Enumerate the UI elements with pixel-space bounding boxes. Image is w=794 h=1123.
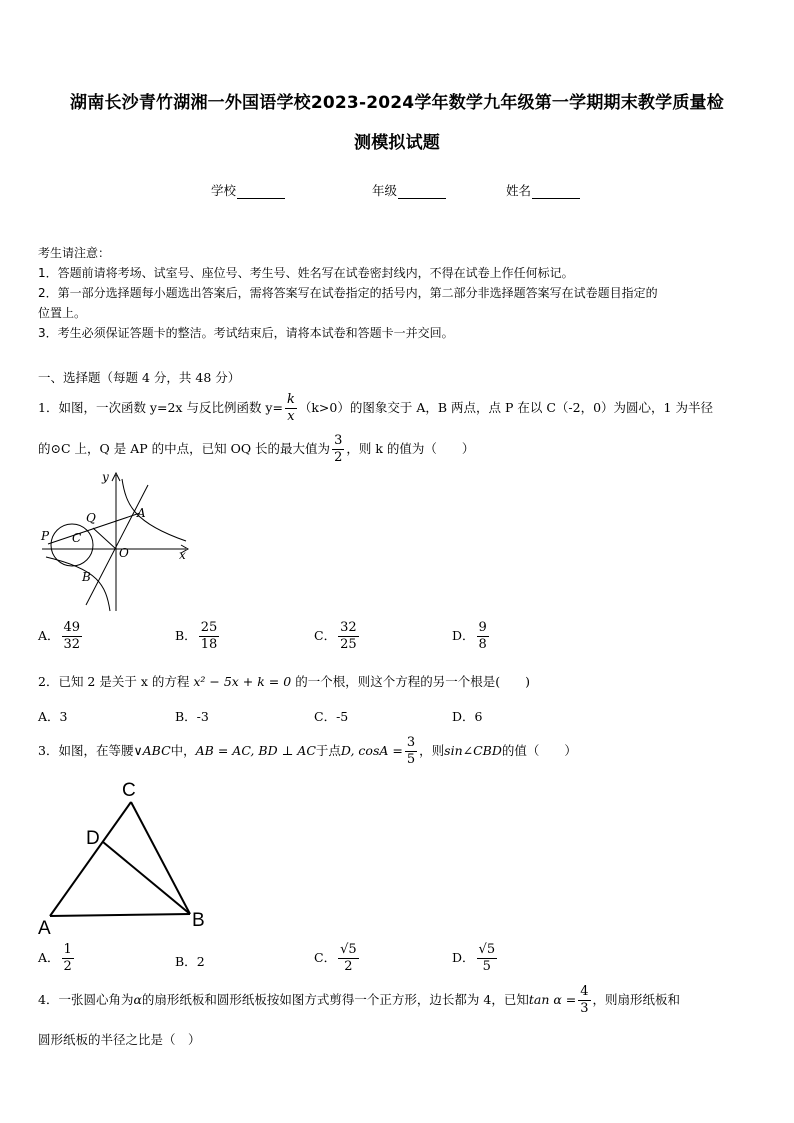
grade-field — [372, 181, 446, 199]
q3-text-c: 于点 — [315, 743, 341, 758]
q1-option-b-label: B． — [175, 628, 197, 643]
hyperbola-branch-1 — [122, 479, 186, 541]
notes-block — [38, 243, 658, 343]
q3-text-a: 3．如图，在等腰 — [38, 743, 134, 758]
vertex-label-a: A — [38, 918, 51, 938]
label-x: x — [179, 548, 186, 562]
q1-text-d: ，则 k 的值为（ ） — [346, 441, 475, 456]
q3-triangle: ∨ABC — [133, 743, 171, 758]
q3-option-b-label: B． — [175, 954, 197, 969]
q3-figure — [34, 776, 214, 938]
segment-bd — [103, 842, 190, 914]
q3-option-c-fraction — [338, 942, 359, 975]
school-field — [211, 181, 285, 199]
q3-option-c-label: C． — [314, 950, 337, 965]
q1-max-num: 3 — [334, 433, 343, 448]
q4-fraction — [578, 984, 590, 1017]
q1-option-c-fraction — [338, 620, 359, 653]
q3-frac-num: 3 — [406, 735, 416, 750]
q4-text-c: ，则扇形纸板和 — [592, 992, 681, 1007]
line-y-2x — [86, 485, 148, 605]
name-field — [506, 181, 580, 199]
q3-fraction — [405, 735, 417, 768]
q3-condition-2: D, cosA = — [340, 743, 403, 758]
q3-text-b: 中， — [170, 743, 196, 758]
q1-c-den: 25 — [340, 637, 357, 652]
q3-option-a-fraction — [62, 942, 74, 975]
q1-option-c-label: C． — [314, 628, 337, 643]
q1-option-d-label: D． — [452, 628, 475, 643]
q1-d-den: 8 — [478, 637, 487, 652]
q1-option-d-fraction — [477, 620, 489, 653]
q2-option-b[interactable]: B．-3 — [175, 709, 209, 724]
q4-frac-den: 3 — [580, 1001, 589, 1016]
q3-frac-den: 5 — [406, 752, 416, 767]
q3-option-b-value: 2 — [196, 954, 205, 969]
vertex-label-b: B — [192, 910, 205, 931]
q3-option-c[interactable] — [314, 942, 361, 975]
q1-frac-den: x — [287, 409, 295, 424]
question-2 — [38, 672, 530, 690]
q4-alpha: α — [133, 992, 142, 1007]
q1-option-b[interactable] — [175, 620, 221, 653]
q1-option-a-label: A． — [38, 628, 60, 643]
q1-b-den: 18 — [200, 637, 218, 652]
q3-text-d: ，则 — [419, 743, 445, 758]
q3-option-b[interactable] — [175, 952, 205, 970]
q1-fraction-max — [332, 433, 344, 466]
note-1: 1．答题前请将考场、试室号、座位号、考生号、姓名写在试卷密封线内，不得在试卷上作任何标记。 — [38, 266, 574, 280]
q3-text-e: 的值（ ） — [501, 743, 577, 758]
q4-frac-num: 4 — [580, 984, 589, 999]
q1-option-b-fraction — [199, 620, 220, 653]
side-ac — [50, 802, 131, 916]
q3-a-den: 2 — [63, 959, 72, 974]
q1-option-d[interactable] — [452, 620, 491, 653]
q1-option-c[interactable] — [314, 620, 361, 653]
q1-text-c: 的⊙C 上，Q 是 AP 的中点，已知 OQ 长的最大值为 — [38, 441, 331, 456]
note-2: 2．第一部分选择题每小题选出答案后，需将答案写在试卷指定的括号内，第二部分非选择题答案写在试卷题目指定的 — [38, 286, 658, 300]
q1-option-a-fraction — [62, 620, 83, 653]
segment-oq — [93, 528, 116, 549]
school-blank[interactable] — [237, 197, 285, 199]
q1-a-num: 49 — [63, 620, 81, 635]
question-4 — [38, 984, 680, 1017]
q1-figure — [36, 465, 196, 615]
q3-d-den: 5 — [482, 959, 491, 974]
q1-c-num: 32 — [340, 620, 357, 635]
q3-option-d-fraction — [477, 942, 498, 975]
q3-c-den: 2 — [344, 959, 353, 974]
label-b: B — [82, 570, 91, 584]
q4-tan: tan α = — [528, 992, 577, 1007]
q3-a-num: 1 — [63, 942, 72, 957]
q3-option-d-label: D． — [452, 950, 475, 965]
q4-text-b: 的扇形纸板和圆形纸板按如图方式剪得一个正方形，边长都为 4，已知 — [141, 992, 529, 1007]
q3-ask: sin∠CBD — [444, 743, 502, 758]
label-q: Q — [86, 511, 96, 525]
q3-option-d[interactable] — [452, 942, 499, 975]
school-label: 学校 — [211, 183, 237, 198]
vertex-label-d: D — [86, 828, 100, 849]
q2-option-a[interactable]: A．3 — [38, 709, 68, 724]
q1-frac-num: k — [286, 392, 295, 407]
question-1-line1 — [38, 392, 713, 425]
question-3 — [38, 735, 577, 768]
label-y: y — [102, 470, 109, 484]
label-p: P — [41, 529, 50, 543]
note-3: 3．考生必须保证答题卡的整洁。考试结束后，请将本试卷和答题卡一并交回。 — [38, 326, 454, 340]
name-blank[interactable] — [532, 197, 580, 199]
q2-text-a: 2．已知 2 是关于 x 的方程 — [38, 674, 190, 689]
q1-b-num: 25 — [200, 620, 218, 635]
page-title: 湖南长沙青竹湖湘一外国语学校2023-2024学年数学九年级第一学期期末教学质量检 — [70, 93, 724, 113]
label-a: A — [137, 506, 146, 520]
q1-option-a[interactable] — [38, 620, 84, 653]
question-4-line2: 圆形纸板的半径之比是（ ） — [38, 1032, 201, 1047]
q3-option-a[interactable] — [38, 942, 76, 975]
side-ab — [50, 914, 190, 916]
q3-condition: AB = AC, BD ⊥ AC — [195, 743, 316, 758]
side-bc — [131, 802, 190, 914]
q4-text-a: 4．一张圆心角为 — [38, 992, 134, 1007]
q1-text-a: 1．如图，一次函数 y=2x 与反比例函数 y= — [38, 400, 283, 415]
q1-max-den: 2 — [334, 450, 343, 465]
vertex-label-c: C — [122, 780, 136, 801]
q3-option-a-label: A． — [38, 950, 60, 965]
label-o: O — [119, 546, 129, 560]
section-heading: 一、选择题（每题 4 分，共 48 分） — [38, 370, 241, 385]
page-title-line2: 测模拟试题 — [354, 133, 440, 153]
notes-heading: 考生请注意： — [38, 246, 111, 260]
question-1-line2 — [38, 433, 474, 466]
name-label: 姓名 — [506, 183, 532, 198]
q3-c-num: √5 — [340, 942, 357, 957]
q2-option-c[interactable]: C．-5 — [314, 709, 349, 724]
grade-label: 年级 — [372, 183, 398, 198]
q1-text-b: （k>0）的图象交于 A，B 两点，点 P 在以 C（-2，0）为圆心，1 为半径 — [298, 400, 713, 415]
q1-d-num: 9 — [478, 620, 487, 635]
q2-option-d[interactable]: D．6 — [452, 709, 483, 724]
q2-equation: x² − 5x + k = 0 — [193, 674, 292, 689]
q1-a-den: 32 — [63, 637, 81, 652]
q3-d-num: √5 — [478, 942, 496, 957]
label-c: C — [72, 531, 82, 545]
note-2-cont: 位置上。 — [38, 306, 87, 320]
q2-text-b: 的一个根，则这个方程的另一个根是( ) — [295, 674, 530, 689]
grade-blank[interactable] — [398, 197, 446, 199]
q1-fraction-k-over-x — [285, 392, 297, 425]
